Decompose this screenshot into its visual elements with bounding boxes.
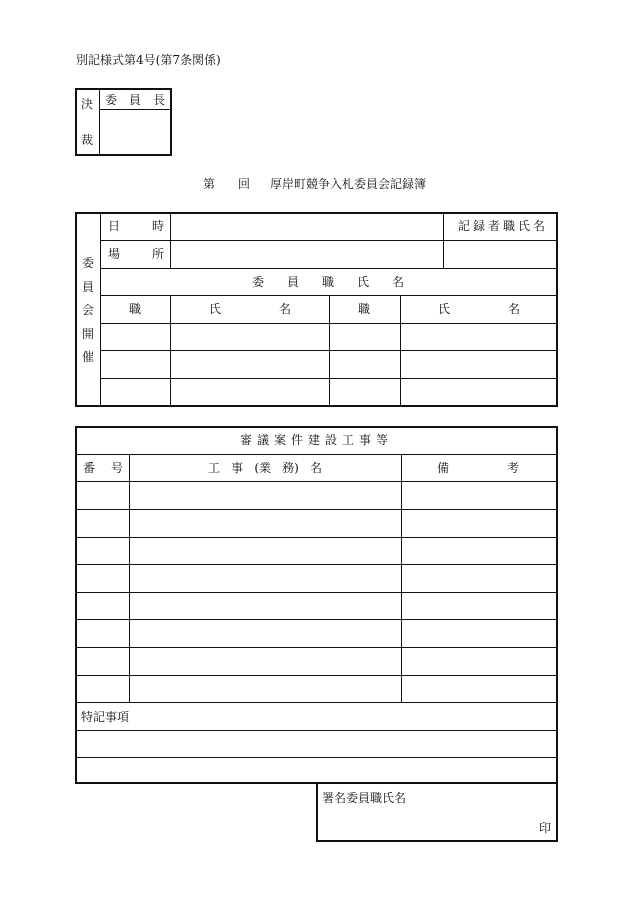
review-row-line	[75, 481, 558, 482]
member-name-header-2: 氏 名	[438, 302, 520, 316]
review-row-line	[75, 647, 558, 648]
meeting-col-line	[170, 295, 171, 407]
seal-mark: 印	[539, 821, 552, 835]
page-title: 厚岸町競争入札委員会記録簿	[270, 177, 427, 191]
date-field[interactable]	[172, 214, 442, 239]
title-kai: 回	[238, 177, 251, 191]
review-row-line	[75, 564, 558, 565]
review-col-line	[401, 454, 402, 702]
approval-divider	[99, 88, 100, 156]
signature-label: 署名委員職氏名	[322, 791, 407, 805]
meeting-side-char: 催	[81, 350, 94, 364]
notes-row-line	[75, 730, 558, 731]
review-row-line	[75, 537, 558, 538]
number-header: 番 号	[83, 461, 123, 475]
remarks-header: 備 考	[437, 461, 519, 475]
meeting-col-line	[170, 212, 171, 268]
meeting-col-line	[443, 212, 444, 268]
review-row-line	[75, 619, 558, 620]
special-notes-label: 特記事項	[81, 710, 130, 724]
review-heading: 審議案件建設工事等	[240, 433, 394, 447]
recorder-label: 記録者職氏名	[458, 219, 549, 233]
approval-chair-line	[99, 109, 172, 110]
review-row-line	[75, 675, 558, 676]
member-position-header-2: 職	[358, 302, 371, 316]
date-label: 日 時	[108, 219, 164, 233]
place-field[interactable]	[172, 242, 442, 267]
review-row-line	[75, 454, 558, 455]
review-row-line	[75, 592, 558, 593]
recorder-field[interactable]	[445, 242, 556, 267]
members-heading: 委 員 職 氏 名	[252, 275, 404, 289]
approval-chair-label: 委 員 長	[105, 93, 166, 107]
meeting-side-char: 開	[81, 327, 94, 341]
approval-side-bottom: 裁	[81, 133, 94, 147]
member-name-header-1: 氏 名	[209, 302, 291, 316]
approval-seal-area[interactable]	[101, 111, 170, 154]
meeting-side-char: 委	[81, 256, 94, 270]
notes-row-line	[75, 757, 558, 758]
meeting-side-char: 員	[81, 280, 94, 294]
meeting-col-line	[400, 295, 401, 407]
meeting-col-line	[329, 295, 330, 407]
meeting-row-line	[100, 268, 558, 269]
title-dai: 第	[203, 177, 216, 191]
form-label: 別記様式第4号(第7条関係)	[76, 53, 221, 67]
approval-side-top: 決	[81, 97, 94, 111]
meeting-row-line	[100, 240, 558, 241]
place-label: 場 所	[108, 247, 164, 261]
work-name-header: 工 事 (業 務) 名	[208, 461, 322, 475]
review-row-line	[75, 509, 558, 510]
review-row-line	[75, 702, 558, 703]
meeting-side-char: 会	[81, 303, 94, 317]
review-col-line	[129, 454, 130, 702]
member-position-header-1: 職	[129, 302, 142, 316]
